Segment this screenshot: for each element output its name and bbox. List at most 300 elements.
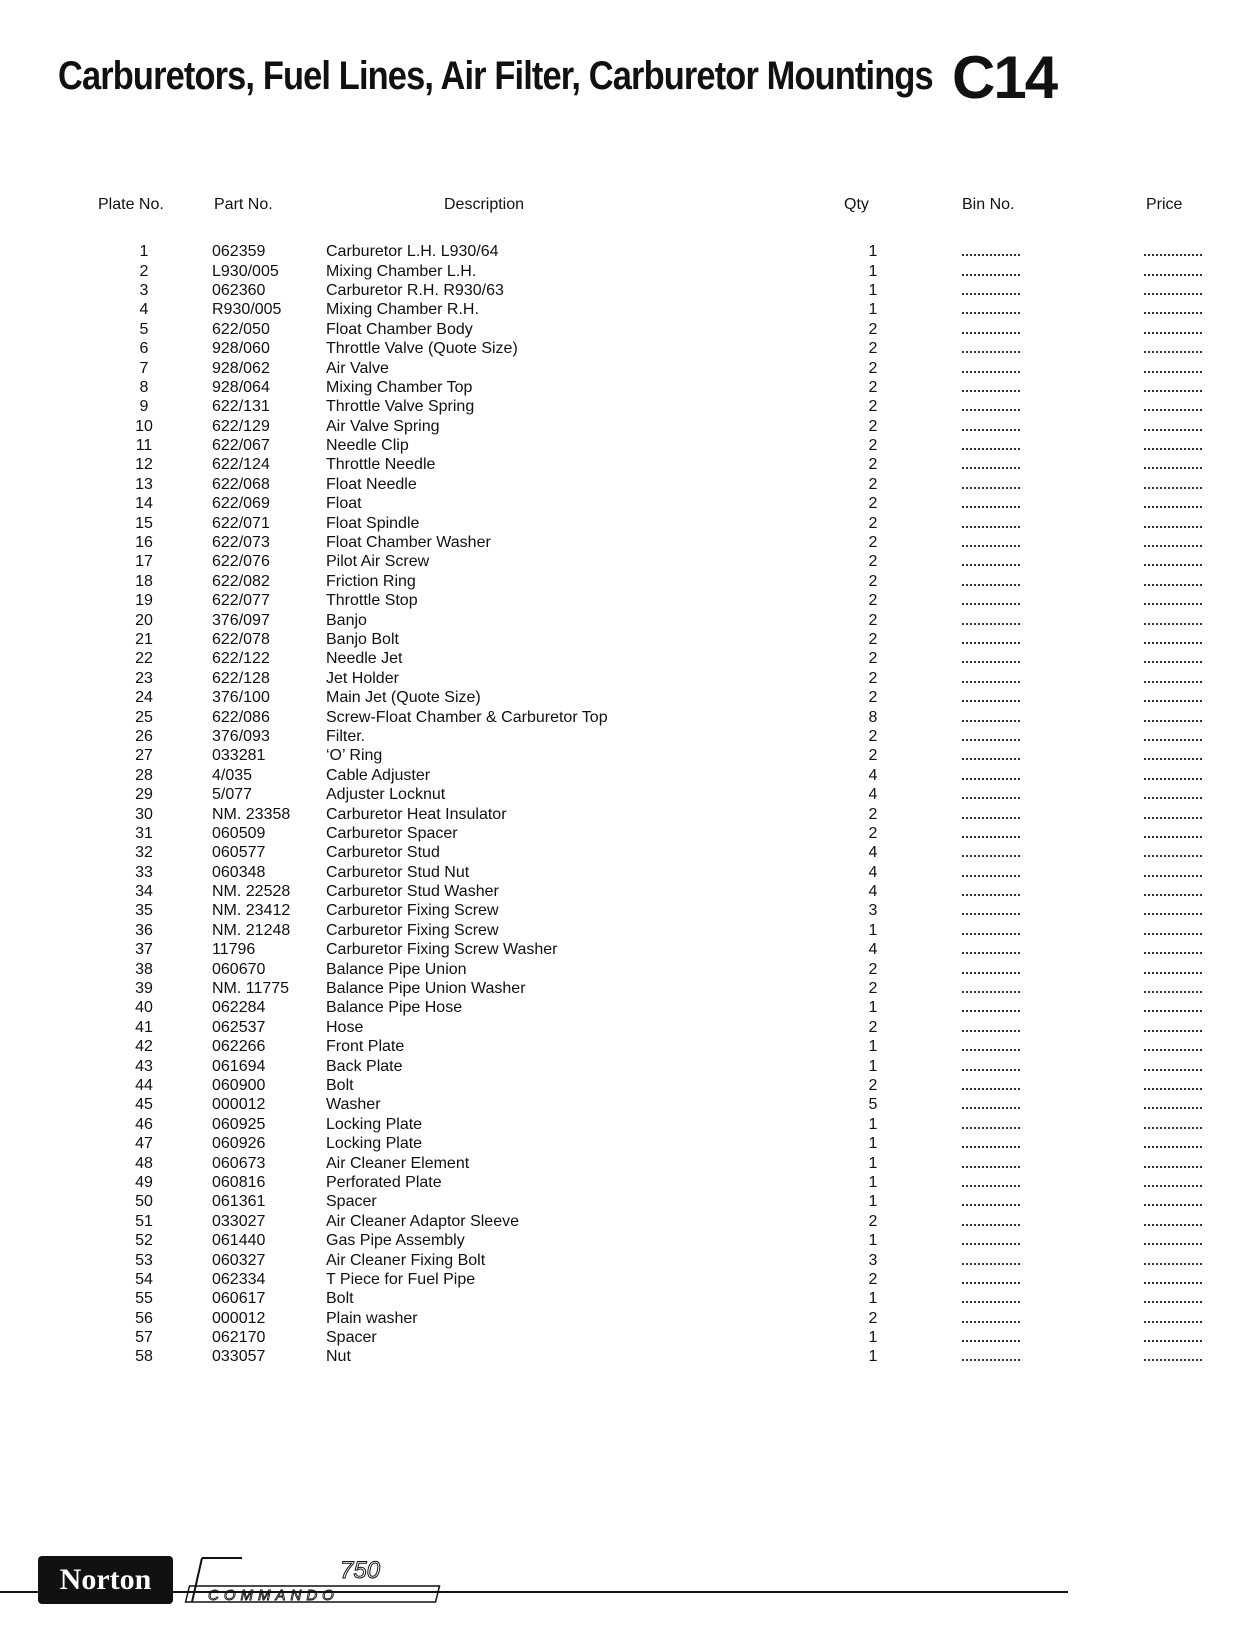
dotted-leader <box>962 826 1020 838</box>
model-name: COMMANDO <box>208 1587 339 1604</box>
part-number: 000012 <box>212 1309 266 1327</box>
plate-number: 32 <box>135 844 153 862</box>
table-row <box>94 998 1256 1017</box>
dotted-leader <box>962 1194 1020 1206</box>
bin-number-blank <box>902 1153 1074 1172</box>
table-row <box>94 940 1256 959</box>
plate-number: 18 <box>135 572 153 590</box>
dotted-leader <box>962 903 1020 915</box>
description: T Piece for Fuel Pipe <box>326 1270 476 1288</box>
table-row <box>94 1347 1256 1366</box>
column-header-price: Price <box>1146 196 1183 213</box>
dotted-leader <box>962 962 1020 974</box>
price-blank <box>1074 727 1256 746</box>
part-number: 062359 <box>212 243 266 261</box>
description: Friction Ring <box>326 572 416 590</box>
dotted-leader <box>1144 923 1202 935</box>
dotted-leader <box>962 1000 1020 1012</box>
price-blank <box>1074 1347 1256 1366</box>
bin-number-blank <box>902 940 1074 959</box>
dotted-leader <box>1144 1253 1202 1265</box>
table-row <box>94 959 1256 978</box>
part-number: 060900 <box>212 1076 266 1094</box>
table-row <box>94 804 1256 823</box>
quantity: 2 <box>868 689 878 707</box>
dotted-leader <box>962 496 1020 508</box>
bin-number-blank <box>902 475 1074 494</box>
bin-number-blank <box>902 591 1074 610</box>
plate-number: 27 <box>135 747 153 765</box>
part-number: 060348 <box>212 863 266 881</box>
page-title: Carburetors, Fuel Lines, Air Filter, Carburetor Mountings <box>58 54 933 98</box>
table-row <box>94 824 1256 843</box>
dotted-leader <box>1144 1097 1202 1109</box>
part-number: 622/128 <box>212 669 270 687</box>
description: Carburetor Fixing Screw Washer <box>326 941 558 959</box>
plate-number: 36 <box>135 921 153 939</box>
bin-number-blank <box>902 843 1074 862</box>
bin-number-blank <box>902 1056 1074 1075</box>
quantity: 2 <box>868 650 878 668</box>
table-row <box>94 1173 1256 1192</box>
dotted-leader <box>1144 302 1202 314</box>
part-number: 062537 <box>212 1018 266 1036</box>
quantity: 2 <box>868 514 878 532</box>
bin-number-blank <box>902 1347 1074 1366</box>
price-blank <box>1074 417 1256 436</box>
price-blank <box>1074 843 1256 862</box>
plate-number: 20 <box>135 611 153 629</box>
description: Carburetor Spacer <box>326 824 458 842</box>
plate-number: 30 <box>135 805 153 823</box>
plate-number: 21 <box>135 631 153 648</box>
bin-number-blank <box>902 417 1074 436</box>
dotted-leader <box>1144 845 1202 857</box>
price-blank <box>1074 1153 1256 1172</box>
dotted-leader <box>962 1291 1020 1303</box>
column-header-qty: Qty <box>844 196 869 213</box>
table-row <box>94 533 1256 552</box>
model-number: 750 <box>340 1557 381 1584</box>
plate-number: 29 <box>135 786 153 804</box>
part-number: 622/122 <box>212 650 270 668</box>
quantity: 2 <box>868 534 878 552</box>
quantity: 2 <box>868 572 878 590</box>
quantity: 2 <box>868 340 878 358</box>
price-blank <box>1074 358 1256 377</box>
plate-number: 54 <box>135 1270 153 1288</box>
quantity: 2 <box>868 631 878 648</box>
dotted-leader <box>1144 768 1202 780</box>
table-row <box>94 591 1256 610</box>
part-number: 060509 <box>212 824 266 842</box>
dotted-leader <box>962 1097 1020 1109</box>
price-blank <box>1074 630 1256 649</box>
price-blank <box>1074 533 1256 552</box>
table-row <box>94 766 1256 785</box>
quantity: 1 <box>868 1193 878 1211</box>
dotted-leader <box>962 535 1020 547</box>
dotted-leader <box>1144 554 1202 566</box>
plate-number: 8 <box>139 378 149 396</box>
dotted-leader <box>962 1059 1020 1071</box>
quantity: 2 <box>868 417 878 435</box>
price-blank <box>1074 591 1256 610</box>
table-row <box>94 1037 1256 1056</box>
part-number: NM. 11775 <box>212 980 290 998</box>
price-blank <box>1074 979 1256 998</box>
dotted-leader <box>1144 574 1202 586</box>
dotted-leader <box>1144 1291 1202 1303</box>
part-number: 060926 <box>212 1135 266 1153</box>
dotted-leader <box>962 593 1020 605</box>
plate-number: 45 <box>135 1096 153 1114</box>
table-row <box>94 494 1256 513</box>
description: Float Chamber Washer <box>326 534 491 552</box>
quantity: 1 <box>868 262 878 280</box>
description: Mixing Chamber R.H. <box>326 301 479 319</box>
price-blank <box>1074 552 1256 571</box>
description: Banjo Bolt <box>326 631 399 648</box>
part-number: 622/124 <box>212 456 270 474</box>
price-blank <box>1074 901 1256 920</box>
plate-number: 57 <box>135 1329 153 1347</box>
bin-number-blank <box>902 921 1074 940</box>
part-number: L930/005 <box>212 262 279 280</box>
dotted-leader <box>1144 981 1202 993</box>
dotted-leader <box>1144 710 1202 722</box>
dotted-leader <box>1144 787 1202 799</box>
table-row <box>94 610 1256 629</box>
quantity: 5 <box>868 1096 878 1114</box>
price-blank <box>1074 1076 1256 1095</box>
table-row <box>94 843 1256 862</box>
price-blank <box>1074 1308 1256 1327</box>
description: Air Cleaner Fixing Bolt <box>326 1251 486 1269</box>
table-row <box>94 320 1256 339</box>
plate-number: 55 <box>135 1290 153 1308</box>
table-row <box>94 1018 1256 1037</box>
price-blank <box>1074 1231 1256 1250</box>
part-number: NM. 23412 <box>212 902 291 920</box>
part-number: 622/076 <box>212 553 270 571</box>
description: Perforated Plate <box>326 1173 442 1191</box>
plate-number: 49 <box>135 1173 153 1191</box>
quantity: 2 <box>868 553 878 571</box>
quantity: 1 <box>868 1329 878 1347</box>
norton-logo <box>38 1556 173 1604</box>
dotted-leader <box>1144 341 1202 353</box>
price-blank <box>1074 804 1256 823</box>
quantity: 1 <box>868 1154 878 1172</box>
dotted-leader <box>1144 477 1202 489</box>
table-row <box>94 1134 1256 1153</box>
price-blank <box>1074 1173 1256 1192</box>
plate-number: 38 <box>135 960 153 978</box>
bin-number-blank <box>902 242 1074 261</box>
price-blank <box>1074 669 1256 688</box>
quantity: 1 <box>868 1038 878 1056</box>
dotted-leader <box>1144 1156 1202 1168</box>
quantity: 2 <box>868 475 878 493</box>
plate-number: 40 <box>135 999 153 1017</box>
bin-number-blank <box>902 320 1074 339</box>
quantity: 2 <box>868 1212 878 1230</box>
table-row <box>94 475 1256 494</box>
dotted-leader <box>1144 1272 1202 1284</box>
description: Balance Pipe Union Washer <box>326 980 526 998</box>
table-row <box>94 572 1256 591</box>
dotted-leader <box>1144 283 1202 295</box>
plate-number: 17 <box>135 553 153 571</box>
plate-number: 19 <box>135 592 153 610</box>
description: Front Plate <box>326 1038 405 1056</box>
quantity: 3 <box>868 1251 878 1269</box>
price-blank <box>1074 1192 1256 1211</box>
brand-name: Norton <box>59 1563 152 1596</box>
description: Float <box>326 495 362 513</box>
dotted-leader <box>1144 438 1202 450</box>
dotted-leader <box>962 768 1020 780</box>
bin-number-blank <box>902 1289 1074 1308</box>
quantity: 1 <box>868 281 878 299</box>
quantity: 2 <box>868 456 878 474</box>
table-row <box>94 300 1256 319</box>
dotted-leader <box>962 341 1020 353</box>
quantity: 4 <box>868 766 878 784</box>
quantity: 3 <box>868 902 878 920</box>
description: Back Plate <box>326 1057 403 1075</box>
quantity: 2 <box>868 1076 878 1094</box>
part-number: 033057 <box>212 1348 266 1366</box>
table-row <box>94 417 1256 436</box>
plate-number: 51 <box>135 1212 153 1230</box>
quantity: 1 <box>868 921 878 939</box>
price-blank <box>1074 320 1256 339</box>
part-number: 061694 <box>212 1057 266 1075</box>
table-row <box>94 513 1256 532</box>
table-row <box>94 727 1256 746</box>
bin-number-blank <box>902 1308 1074 1327</box>
quantity: 1 <box>868 1173 878 1191</box>
dotted-leader <box>1144 1000 1202 1012</box>
bin-number-blank <box>902 1037 1074 1056</box>
dotted-leader <box>962 438 1020 450</box>
description: Balance Pipe Hose <box>326 999 463 1017</box>
bin-number-blank <box>902 1095 1074 1114</box>
table-row <box>94 785 1256 804</box>
dotted-leader <box>962 361 1020 373</box>
part-number: 060673 <box>212 1154 266 1172</box>
table-row <box>94 669 1256 688</box>
description: Bolt <box>326 1076 354 1094</box>
price-blank <box>1074 494 1256 513</box>
plate-number: 56 <box>135 1309 153 1327</box>
part-number: 622/068 <box>212 475 270 493</box>
quantity: 2 <box>868 747 878 765</box>
quantity: 1 <box>868 1115 878 1133</box>
dotted-leader <box>962 516 1020 528</box>
plate-number: 5 <box>139 320 149 338</box>
plate-number: 34 <box>135 883 153 901</box>
description: Float Needle <box>326 475 417 493</box>
description: Throttle Needle <box>326 456 436 474</box>
quantity: 4 <box>868 863 878 881</box>
description: Main Jet (Quote Size) <box>326 689 481 707</box>
description: Mixing Chamber Top <box>326 378 473 396</box>
part-number: 062360 <box>212 281 266 299</box>
price-blank <box>1074 882 1256 901</box>
table-row <box>94 1192 1256 1211</box>
bin-number-blank <box>902 300 1074 319</box>
description: Float Chamber Body <box>326 320 473 338</box>
description: Needle Jet <box>326 650 403 668</box>
quantity: 2 <box>868 727 878 745</box>
dotted-leader <box>962 1156 1020 1168</box>
description: Air Cleaner Adaptor Sleeve <box>326 1212 519 1230</box>
quantity: 2 <box>868 1018 878 1036</box>
dotted-leader <box>1144 651 1202 663</box>
plate-number: 31 <box>135 824 153 842</box>
bin-number-blank <box>902 824 1074 843</box>
table-row <box>94 1328 1256 1347</box>
table-row <box>94 1076 1256 1095</box>
part-number: 928/060 <box>212 340 270 358</box>
commando-750-logo <box>180 1552 455 1608</box>
price-blank <box>1074 1328 1256 1347</box>
dotted-leader <box>962 1311 1020 1323</box>
description: Carburetor Fixing Screw <box>326 921 499 939</box>
part-number: 622/050 <box>212 320 270 338</box>
plate-number: 4 <box>139 301 149 319</box>
part-number: 060816 <box>212 1173 266 1191</box>
description: Adjuster Locknut <box>326 786 446 804</box>
table-row <box>94 1212 1256 1231</box>
part-number: NM. 22528 <box>212 883 291 901</box>
plate-number: 52 <box>135 1232 153 1250</box>
price-blank <box>1074 921 1256 940</box>
plate-number: 6 <box>139 340 149 358</box>
quantity: 2 <box>868 320 878 338</box>
table-header-row <box>94 196 1256 242</box>
bin-number-blank <box>902 1328 1074 1347</box>
dotted-leader <box>1144 264 1202 276</box>
table-row <box>94 863 1256 882</box>
description: Air Valve Spring <box>326 417 440 435</box>
quantity: 1 <box>868 999 878 1017</box>
bin-number-blank <box>902 979 1074 998</box>
bin-number-blank <box>902 339 1074 358</box>
price-blank <box>1074 1095 1256 1114</box>
price-blank <box>1074 242 1256 261</box>
dotted-leader <box>962 884 1020 896</box>
dotted-leader <box>962 554 1020 566</box>
dotted-leader <box>962 1214 1020 1226</box>
description: Carburetor L.H. L930/64 <box>326 243 499 261</box>
dotted-leader <box>962 748 1020 760</box>
part-number: 622/071 <box>212 514 270 532</box>
price-blank <box>1074 707 1256 726</box>
dotted-leader <box>962 1020 1020 1032</box>
quantity: 1 <box>868 301 878 319</box>
quantity: 4 <box>868 844 878 862</box>
dotted-leader <box>962 729 1020 741</box>
dotted-leader <box>962 1233 1020 1245</box>
quantity: 2 <box>868 611 878 629</box>
dotted-leader <box>1144 1078 1202 1090</box>
bin-number-blank <box>902 1018 1074 1037</box>
dotted-leader <box>962 651 1020 663</box>
bin-number-blank <box>902 669 1074 688</box>
description: Air Cleaner Element <box>326 1154 470 1172</box>
part-number: 061440 <box>212 1232 266 1250</box>
bin-number-blank <box>902 397 1074 416</box>
description: Banjo <box>326 611 367 629</box>
bin-number-blank <box>902 1076 1074 1095</box>
description: Throttle Stop <box>326 592 418 610</box>
table-row <box>94 901 1256 920</box>
price-blank <box>1074 1037 1256 1056</box>
description: Screw-Float Chamber & Carburetor Top <box>326 708 608 726</box>
dotted-leader <box>962 322 1020 334</box>
bin-number-blank <box>902 436 1074 455</box>
dotted-leader <box>1144 1059 1202 1071</box>
table-row <box>94 649 1256 668</box>
description: Cable Adjuster <box>326 766 431 784</box>
dotted-leader <box>962 807 1020 819</box>
bin-number-blank <box>902 533 1074 552</box>
section-code: C14 <box>952 44 1057 111</box>
dotted-leader <box>962 1175 1020 1187</box>
dotted-leader <box>962 981 1020 993</box>
price-blank <box>1074 281 1256 300</box>
part-number: 060925 <box>212 1115 266 1133</box>
plate-number: 1 <box>139 243 149 261</box>
part-number: 928/064 <box>212 378 270 396</box>
bin-number-blank <box>902 766 1074 785</box>
plate-number: 14 <box>135 495 153 513</box>
plate-number: 3 <box>139 281 149 299</box>
table-row <box>94 281 1256 300</box>
dotted-leader <box>1144 729 1202 741</box>
part-number: 060577 <box>212 844 266 862</box>
description: Carburetor R.H. R930/63 <box>326 281 504 299</box>
table-row <box>94 552 1256 571</box>
table-row <box>94 746 1256 765</box>
description: Washer <box>326 1096 381 1114</box>
table-row <box>94 921 1256 940</box>
part-number: 000012 <box>212 1096 266 1114</box>
plate-number: 41 <box>135 1018 153 1036</box>
quantity: 1 <box>868 1348 878 1366</box>
part-number: 376/097 <box>212 611 270 629</box>
price-blank <box>1074 766 1256 785</box>
dotted-leader <box>962 399 1020 411</box>
price-blank <box>1074 300 1256 319</box>
plate-number: 10 <box>135 417 153 435</box>
price-blank <box>1074 1056 1256 1075</box>
description: Locking Plate <box>326 1115 423 1133</box>
plate-number: 33 <box>135 863 153 881</box>
price-blank <box>1074 572 1256 591</box>
price-blank <box>1074 940 1256 959</box>
quantity: 2 <box>868 437 878 455</box>
dotted-leader <box>1144 1194 1202 1206</box>
description: Gas Pipe Assembly <box>326 1232 465 1250</box>
dotted-leader <box>962 1253 1020 1265</box>
bin-number-blank <box>902 513 1074 532</box>
bin-number-blank <box>902 863 1074 882</box>
